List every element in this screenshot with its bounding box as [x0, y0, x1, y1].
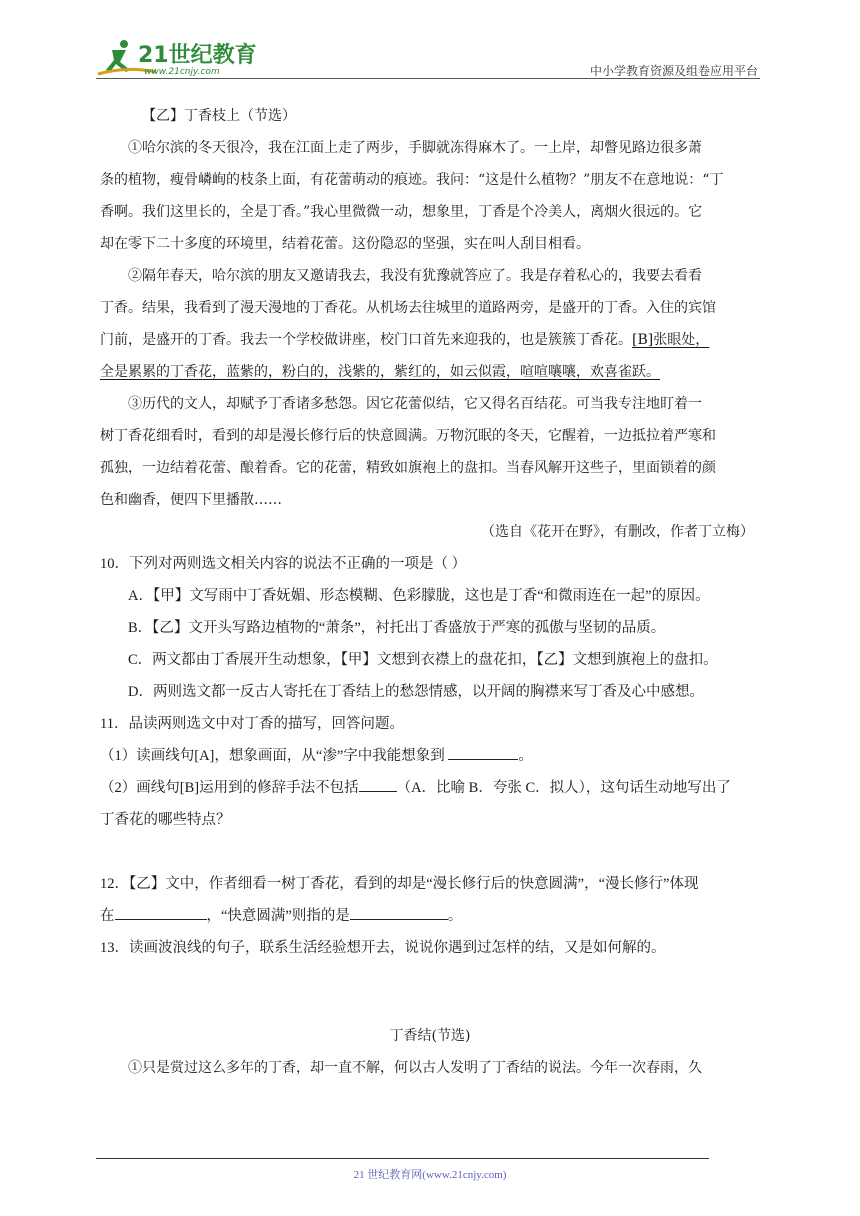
q12-end: 。: [447, 908, 463, 924]
option-b: B．【乙】文开头写路边植物的“萧条”，衬托出丁香盛放于严寒的孤傲与坚韧的品质。: [128, 620, 666, 636]
passage-yi-title: 【乙】丁香枝上（节选）: [142, 108, 296, 124]
header-divider: [96, 78, 760, 79]
document-body: [100, 100, 760, 1084]
passage-line: 色和幽香，便四下里播散……: [100, 492, 282, 508]
header-platform-text: 中小学教育资源及组卷应用平台: [589, 64, 758, 78]
q11-2-choices: （A．比喻 B．夸张 C．拟人），这句话生动地写出了: [396, 780, 731, 796]
passage-line: [100, 356, 760, 388]
question-11: 11．品读两则选文中对丁香的描写，回答问题。: [100, 716, 404, 732]
q12-text: ，“快意圆满”则指的是: [206, 908, 350, 924]
passage-3-title: 丁香结(节选): [389, 1028, 471, 1044]
answer-space: [100, 964, 760, 1020]
answer-blank[interactable]: [350, 905, 448, 920]
q11-2-text: （2）画线句[B]运用到的修辞手法不包括: [100, 780, 359, 796]
question-13: 13．读画波浪线的句子，联系生活经验想开去，说说你遇到过怎样的结，又是如何解的。: [100, 940, 666, 956]
underlined-sentence-b: [B]张眼处，: [632, 332, 710, 348]
option-d: D．两则选文都一反古人寄托在丁香结上的愁怨情感，以开阔的胸襟来写丁香及心中感想。: [128, 684, 704, 700]
passage-line: 树丁香花细看时，看到的却是漫长修行后的快意圆满。万物沉眠的冬天，它醒着，一边抵拉着严寒和: [100, 428, 716, 444]
question-12-cont: [100, 900, 760, 932]
question-11-2-cont: 丁香花的哪些特点？: [100, 812, 231, 828]
passage-line: [100, 324, 760, 356]
passage-text: 门前，是盛开的丁香。我去一个学校做讲座，校门口首先来迎我的，也是簇簇丁香花。: [100, 332, 632, 348]
option-a: A．【甲】文写雨中丁香妩媚、形态模糊、色彩朦胧，这也是丁香“和微雨连在一起”的原因。: [128, 588, 710, 604]
page-header: [96, 36, 760, 82]
logo-text: 21世纪教育: [138, 43, 257, 68]
option-c: C．两文都由丁香展开生动想象，【甲】文想到衣襟上的盘花扣，【乙】文想到旗袍上的盘扣。: [128, 652, 718, 668]
footer-divider: [96, 1158, 709, 1159]
underlined-sentence-b: 全是累累的丁香花，蓝紫的，粉白的，浅紫的，紫红的，如云似霞，喧喧嚷嚷，欢喜雀跃。: [100, 364, 660, 380]
answer-blank[interactable]: [448, 745, 518, 760]
question-12: 12．【乙】文中，作者细看一树丁香花，看到的却是“漫长修行后的快意圆满”，“漫长修行”体现: [100, 876, 699, 892]
question-10: 10．下列对两则选文相关内容的说法不正确的一项是（ ）: [100, 556, 467, 572]
answer-space: [100, 836, 760, 868]
passage-line: 孤独，一边结着花蕾、酿着香。它的花蕾，精致如旗袍上的盘扣。当春风解开这些子，里面锁着的颜: [100, 460, 716, 476]
passage-source: （选自《花开在野》，有删改，作者丁立梅）: [481, 524, 754, 540]
passage-line: 丁香。结果，我看到了漫天漫地的丁香花。从机场去往城里的道路两旁，是盛开的丁香。入住的宾馆: [100, 300, 716, 316]
question-11-2: [100, 772, 760, 804]
passage-line: 却在零下二十多度的环境里，结着花蕾。这份隐忍的坚强，实在叫人刮目相看。: [100, 236, 590, 252]
passage-line: ①只是赏过这么多年的丁香，却一直不解，何以古人发明了丁香结的说法。今年一次春雨，久: [128, 1060, 702, 1076]
passage-line: 香啊。我们这里长的，全是丁香。”我心里微微一动，想象里，丁香是个冷美人，离烟火很远的。它: [100, 204, 703, 220]
footer-text: 21 世纪教育网(www.21cnjy.com): [353, 1169, 507, 1181]
q11-1-end: 。: [518, 748, 533, 764]
passage-line: ③历代的文人，却赋予丁香诸多愁怨。因它花蕾似结，它又得名百结花。可当我专注地盯着一: [128, 396, 702, 412]
answer-blank[interactable]: [359, 777, 397, 792]
passage-line: ②隔年春天，哈尔滨的朋友又邀请我去，我没有犹豫就答应了。我是存着私心的，我要去看看: [128, 268, 702, 284]
q12-text: 在: [100, 908, 115, 924]
question-11-1: [100, 740, 760, 772]
logo-url: www.21cnjy.com: [144, 67, 220, 77]
passage-line: ①哈尔滨的冬天很冷，我在江面上走了两步，手脚就冻得麻木了。一上岸，却瞥见路边很多萧: [128, 140, 702, 156]
answer-blank[interactable]: [115, 905, 207, 920]
passage-line: 条的植物，瘦骨嶙峋的枝条上面，有花蕾萌动的痕迹。我问：“这是什么植物？”朋友不在意地说：“丁: [100, 172, 724, 188]
q11-1-text: （1）读画线句[A]，想象画面，从“渗”字中我能想象到: [100, 748, 449, 764]
site-logo: [96, 36, 296, 80]
